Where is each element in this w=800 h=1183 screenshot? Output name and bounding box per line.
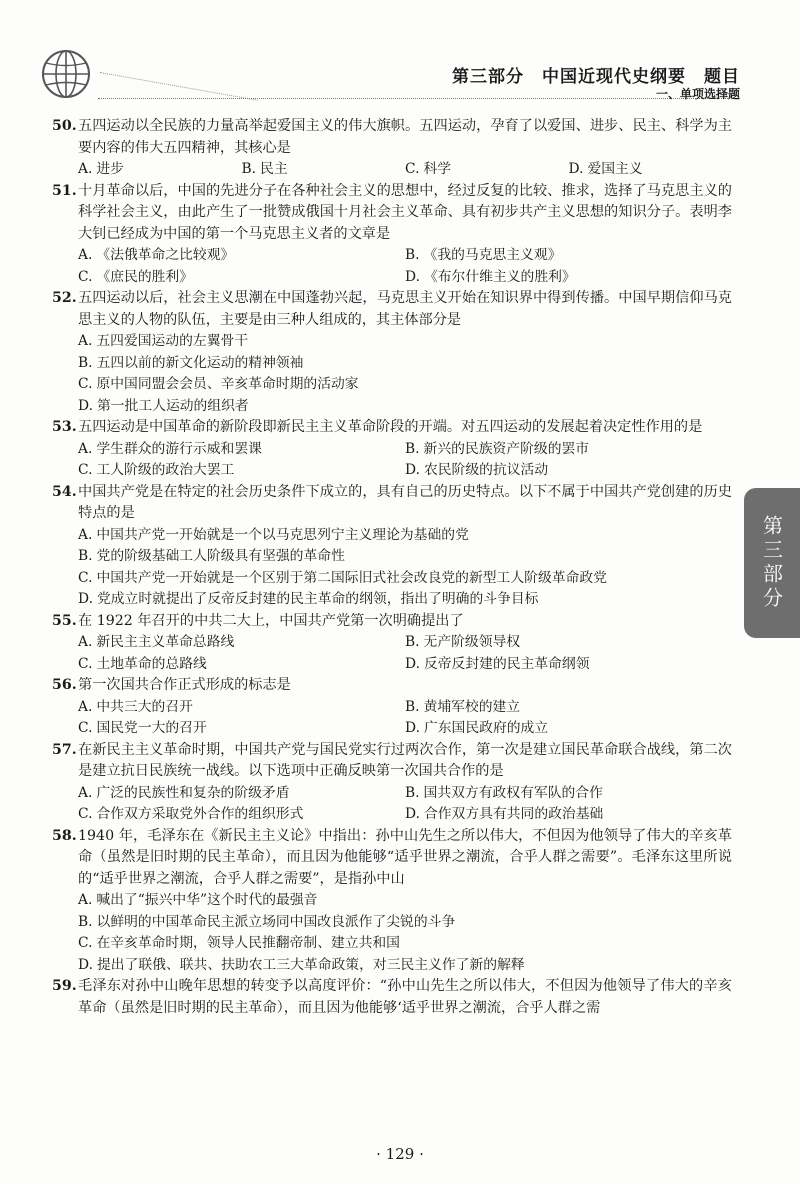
answer-option	[405, 267, 732, 289]
option-list	[78, 439, 732, 482]
option-letter: D.	[405, 462, 420, 478]
section-side-tab	[744, 488, 800, 638]
answer-option	[78, 654, 405, 676]
answer-option	[78, 546, 732, 568]
option-text: 喊出了“振兴中华”这个时代的最强音	[96, 892, 318, 908]
answer-option	[78, 331, 732, 353]
option-list	[78, 331, 732, 417]
option-list	[78, 783, 732, 826]
option-text: 国共双方有政权有军队的合作	[423, 784, 603, 801]
answer-option	[78, 525, 732, 547]
answer-option	[78, 439, 405, 461]
question	[52, 611, 732, 676]
option-text: 广泛的民族性和复杂的阶级矛盾	[96, 784, 290, 801]
option-letter: D.	[405, 268, 420, 285]
question-number: 55.	[52, 612, 77, 629]
option-letter: B.	[405, 698, 420, 715]
option-letter: A.	[78, 526, 93, 543]
answer-option	[78, 890, 732, 912]
option-letter: B.	[405, 440, 420, 457]
question-number: 51.	[52, 182, 77, 199]
option-letter: C.	[78, 268, 93, 285]
answer-option	[405, 439, 732, 461]
option-text: 学生群众的游行示威和罢课	[96, 440, 262, 457]
option-letter: D.	[568, 161, 584, 177]
option-letter: A.	[78, 161, 93, 177]
question-text: 五四运动是中国革命的新阶段即新民主主义革命阶段的开端。对五四运动的发展起着决定性作用的是	[78, 419, 703, 435]
option-list	[78, 632, 732, 675]
option-text: 国民党一大的召开	[96, 720, 207, 736]
answer-option	[78, 955, 732, 977]
answer-option	[78, 718, 405, 740]
option-text: 以鲜明的中国革命民主派立场同中国改良派作了尖锐的斗争	[96, 913, 456, 930]
header-title: 第三部分 中国近现代史纲要 题目	[452, 67, 740, 87]
option-letter: C.	[78, 655, 93, 672]
option-text: 土地革命的总路线	[96, 655, 207, 672]
answer-option	[78, 632, 405, 654]
answer-option	[78, 589, 732, 611]
option-letter: B.	[405, 247, 420, 263]
question-text: 五四运动以全民族的力量高举起爱国主义的伟大旗帜。五四运动，孕育了以爱国、进步、民主、科学为主要内容的伟大五四精神，其核心是	[78, 118, 732, 156]
question-text: 1940 年，毛泽东在《新民主主义论》中指出：孙中山先生之所以伟大，不但因为他领导了伟大的辛亥革命（虽然是旧时期的民主革命），而且因为他能够“适乎世界之潮流，合乎人群之需要”。毛泽东这里所说的“适乎世界之潮流，合乎人群之需要”，是指孙中山	[78, 827, 732, 887]
header-subtitle: 一、单项选择题	[655, 87, 740, 101]
option-text: 科学	[423, 161, 452, 177]
option-text: 中国共产党一开始就是一个以马克思列宁主义理论为基础的党	[96, 526, 469, 543]
option-letter: B.	[78, 354, 93, 371]
option-text: 中国共产党一开始就是一个区别于第二国际旧式社会改良党的新型工人阶级革命政党	[96, 569, 607, 586]
question-list	[52, 116, 732, 1019]
answer-option	[78, 912, 732, 934]
question-text: 在 1922 年召开的中共二大上，中国共产党第一次明确提出了	[78, 612, 464, 629]
option-list	[78, 890, 732, 976]
question-text: 在新民主主义革命时期，中国共产党与国民党实行过两次合作，第一次是建立国民革命联合战线，第二次是建立抗日民族统一战线。以下选项中正确反映第一次国共合作的是	[78, 741, 732, 779]
answer-option	[78, 245, 405, 267]
question-text: 五四运动以后，社会主义思潮在中国蓬勃兴起，马克思主义开始在知识界中得到传播。中国早期信仰马克思主义的人物的队伍，主要是由三种人组成的，其主体部分是	[78, 290, 732, 328]
option-letter: A.	[78, 440, 93, 457]
option-letter: A.	[78, 892, 93, 908]
option-letter: C.	[405, 161, 420, 177]
option-letter: D.	[405, 720, 420, 736]
answer-option	[405, 654, 732, 676]
option-text: 党成立时就提出了反帝反封建的民主革命的纲领，指出了明确的斗争目标	[96, 591, 539, 607]
option-letter: D.	[405, 806, 420, 822]
option-text: 合作双方具有共同的政治基础	[423, 806, 604, 822]
question-number: 58.	[52, 827, 77, 844]
section-side-tab-label: 第三部分	[759, 515, 784, 611]
option-letter: C.	[78, 720, 93, 736]
answer-option	[405, 718, 732, 740]
question-text: 中国共产党是在特定的社会历史条件下成立的，具有自己的历史特点。以下不属于中国共产党创建的历史特点的是	[78, 483, 732, 521]
answer-option	[78, 568, 732, 590]
option-text: 第一批工人运动的组织者	[96, 397, 249, 414]
answer-option	[569, 159, 733, 181]
option-text: 新民主主义革命总路线	[96, 634, 235, 650]
answer-option	[78, 267, 405, 289]
answer-option	[405, 783, 732, 805]
answer-option	[78, 804, 405, 826]
option-text: 黄埔军校的建立	[423, 698, 521, 715]
question-number: 57.	[52, 741, 77, 758]
option-list	[78, 245, 732, 288]
answer-option	[405, 697, 732, 719]
option-letter: A.	[78, 247, 93, 263]
question-number: 52.	[52, 290, 77, 306]
answer-option	[405, 159, 569, 181]
option-text: 民主	[260, 161, 288, 177]
page-number: · 129 ·	[376, 1145, 424, 1163]
option-list	[78, 159, 732, 181]
question	[52, 826, 732, 977]
option-list	[78, 525, 732, 611]
option-text: 《法俄革命之比较观》	[96, 247, 235, 263]
question-number: 54.	[52, 483, 77, 500]
question	[52, 675, 732, 740]
option-letter: C.	[78, 806, 93, 822]
option-letter: B.	[241, 161, 257, 177]
question-text: 毛泽东对孙中山晚年思想的转变予以高度评价：“孙中山先生之所以伟大，不但因为他领导了伟大的辛亥革命（虽然是旧时期的民主革命），而且因为他能够‘适乎世界之潮流，合乎人群之需	[78, 978, 732, 1016]
question	[52, 288, 732, 417]
option-text: 《庶民的胜利》	[96, 268, 194, 285]
answer-option	[78, 353, 732, 375]
question-number: 56.	[52, 677, 77, 693]
option-letter: B.	[78, 913, 93, 930]
option-letter: B.	[405, 784, 420, 801]
option-text: 新兴的民族资产阶级的罢市	[423, 440, 590, 457]
option-text: 农民阶级的抗议活动	[423, 462, 549, 478]
option-letter: D.	[405, 655, 420, 672]
option-letter: A.	[78, 634, 93, 650]
option-letter: C.	[78, 462, 93, 478]
option-text: 原中国同盟会会员、辛亥革命时期的活动家	[96, 376, 359, 392]
option-text: 反帝反封建的民主革命纲领	[423, 655, 590, 672]
question	[52, 417, 732, 482]
option-letter: D.	[78, 956, 93, 973]
question-number: 53.	[52, 419, 77, 435]
answer-option	[78, 374, 732, 396]
answer-option	[405, 632, 732, 654]
answer-option	[78, 933, 732, 955]
option-text: 五四以前的新文化运动的精神领袖	[96, 354, 304, 371]
answer-option	[78, 159, 242, 181]
option-letter: C.	[78, 569, 93, 586]
option-text: 在辛亥革命时期，领导人民推翻帝制、建立共和国	[96, 935, 400, 951]
question	[52, 740, 732, 826]
option-text: 进步	[96, 161, 124, 177]
option-text: 《布尔什维主义的胜利》	[423, 268, 576, 285]
option-letter: B.	[405, 634, 420, 650]
answer-option	[405, 460, 732, 482]
question	[52, 181, 732, 289]
answer-option	[242, 159, 406, 181]
header-rule	[98, 98, 738, 100]
option-text: 五四爱国运动的左翼骨干	[96, 333, 249, 349]
answer-option	[405, 245, 732, 267]
question-number: 59.	[52, 978, 77, 994]
option-letter: A.	[78, 333, 93, 349]
question-text: 第一次国共合作正式形成的标志是	[78, 677, 291, 693]
answer-option	[78, 697, 405, 719]
option-letter: A.	[78, 698, 93, 715]
answer-option	[405, 804, 732, 826]
question	[52, 116, 732, 181]
option-text: 爱国主义	[587, 161, 643, 177]
answer-option	[78, 460, 405, 482]
option-text: 《我的马克思主义观》	[423, 247, 562, 263]
option-letter: D.	[78, 591, 93, 607]
option-text: 中共三大的召开	[96, 698, 193, 715]
option-text: 合作双方采取党外合作的组织形式	[96, 806, 304, 822]
globe-icon	[40, 48, 92, 100]
option-letter: C.	[78, 376, 93, 392]
option-letter: A.	[78, 784, 93, 801]
question	[52, 482, 732, 611]
option-text: 提出了联俄、联共、扶助农工三大革命政策，对三民主义作了新的解释	[96, 956, 525, 973]
page-header	[0, 0, 800, 112]
option-list	[78, 697, 732, 740]
option-letter: D.	[78, 397, 93, 414]
option-text: 无产阶级领导权	[423, 634, 521, 650]
answer-option	[78, 783, 405, 805]
option-letter: C.	[78, 935, 93, 951]
option-text: 党的阶级基础工人阶级具有坚强的革命性	[96, 548, 345, 564]
question	[52, 976, 732, 1019]
option-letter: B.	[78, 548, 93, 564]
question-text: 十月革命以后，中国的先进分子在各种社会主义的思想中，经过反复的比较、推求，选择了马克思主义的科学社会主义，由此产生了一批赞成俄国十月社会主义革命、具有初步共产主义思想的知识分子。表明李大钊已经成为中国的第一个马克思主义者的文章是	[78, 182, 732, 242]
question-number: 50.	[52, 118, 77, 134]
option-text: 工人阶级的政治大罢工	[96, 462, 235, 478]
option-text: 广东国民政府的成立	[423, 720, 549, 736]
answer-option	[78, 396, 732, 418]
